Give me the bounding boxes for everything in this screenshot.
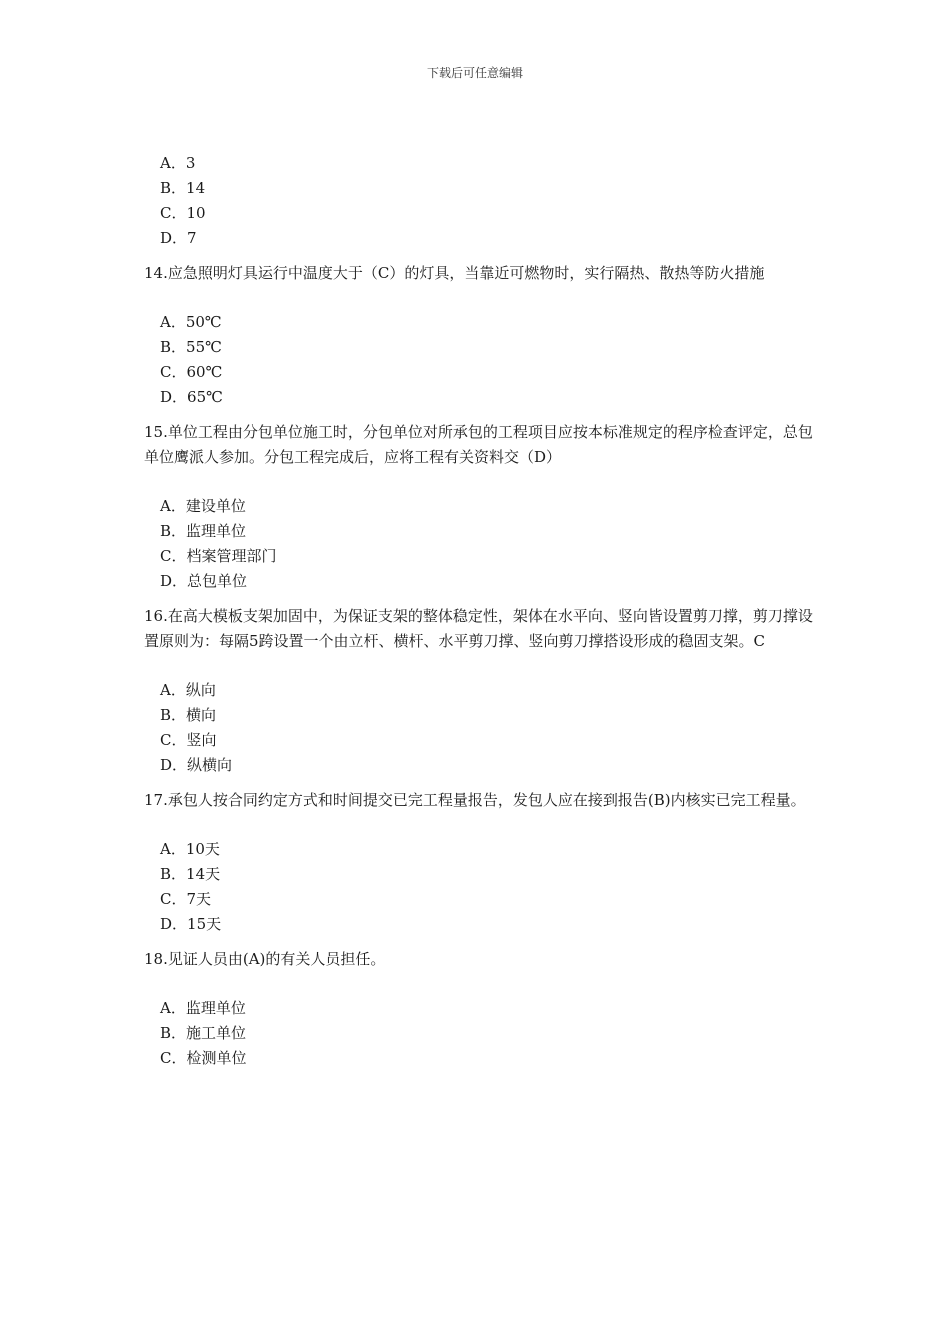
option-c: C．检测单位 [160,1049,247,1067]
option-a: A．50℃ [160,313,222,331]
option-list [144,996,814,1071]
option-b: B．55℃ [160,338,222,356]
option-a: A．建设单位 [160,497,246,515]
option-a: A．纵向 [160,681,216,699]
option-b: B．监理单位 [160,522,247,540]
option-b: B．14 [160,179,206,197]
option-c: C．7天 [160,890,212,908]
document-body [144,151,814,1081]
question-18: 18.见证人员由(A)的有关人员担任。 [144,950,386,968]
option-d: D．65℃ [160,388,223,406]
option-c: C．档案管理部门 [160,547,277,565]
option-list [144,151,814,251]
question-14: 14.应急照明灯具运行中温度大于（C）的灯具，当靠近可燃物时，实行隔热、散热等防火措施 [144,264,765,282]
option-c: C．竖向 [160,731,217,749]
option-b: B．施工单位 [160,1024,247,1042]
option-d: D．15天 [160,915,222,933]
page-header: 下载后可任意编辑 [426,66,523,80]
option-d: D．总包单位 [160,572,248,590]
option-list [144,494,814,594]
option-c: C．60℃ [160,363,223,381]
option-b: B．横向 [160,706,217,724]
option-list [144,837,814,937]
option-a: A．监理单位 [160,999,246,1017]
option-a: A．3 [160,154,196,172]
option-a: A．10天 [160,840,220,858]
option-d: D．7 [160,229,197,247]
option-d: D．纵横向 [160,756,233,774]
question-16: 16.在高大模板支架加固中，为保证支架的整体稳定性，架体在水平向、竖向皆设置剪刀撑，剪刀撑设置原则为：每隔5跨设置一个由立杆、横杆、水平剪刀撑、竖向剪刀撑搭设形成的稳固支架。C [144,607,813,650]
option-c: C．10 [160,204,206,222]
option-list [144,310,814,410]
option-list [144,678,814,778]
option-b: B．14天 [160,865,221,883]
question-17: 17.承包人按合同约定方式和时间提交已完工程量报告，发包人应在接到报告(B)内核实已完工程量。 [144,791,806,809]
question-15: 15.单位工程由分包单位施工时，分包单位对所承包的工程项目应按本标准规定的程序检查评定，总包单位鹰派人参加。分包工程完成后，应将工程有关资料交（D） [144,423,813,466]
